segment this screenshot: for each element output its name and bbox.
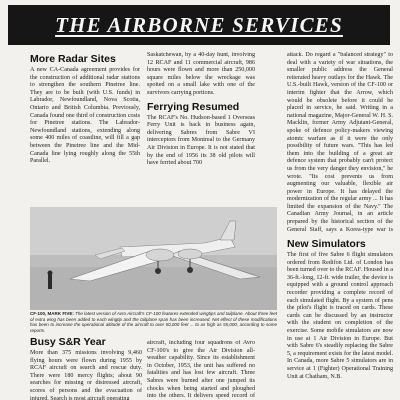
section-heading-sar: Busy S&R Year — [30, 336, 106, 348]
aircraft-illustration — [30, 207, 277, 310]
photo-caption-lead: CF-100, MARK FIVE: — [30, 311, 74, 316]
banner — [8, 5, 390, 45]
photo-caption — [30, 311, 277, 333]
section-body-simulators: The first of five Sabre 6 flight simulators ordered from Redifon Ltd. of London has been turned over to the RCAF. Housed in a 36-ft.-long, 12-ft. wide trailer, the device is equipped with a ground control approach recorder providing a complete record of each simulated flight. By a system of pens the pilot's flight is traced on cards. These cards can be discussed by an instructor with the student on completion of the exercise. Some mobile simulators are now in use at 1 Air Division in Europe. But with Sabre 6's steadily replacing the Sabre 5, a requirement exists for the latest model. In Canada, more Sabre 5 simulators are in service at 1 (Fighter) Operational Training Unit at Chatham, N.B. — [287, 252, 393, 380]
section-body-ferrying-continued: aircraft, including four squadrons of Avro CF-100's to give the Air Division all-weather capability. Since its establishment in October, 1953, the unit has suffered no fatalities and has lost few aircraft. Three Sabres were burned after one jumped its chocks when being started and ploughed into the others. It delivers speed record of — [147, 340, 255, 400]
photo-caption-body: The latest version of Avro Aircraft's CF-100 features extended wingtips and tailplane. About three feet of extra wing has been added to each wingtip and the tailplane span has been increased. Net effect of these modifications has been to increase the operational altitude of the aircraft to over 50,000 feet ... to as high as 55,000, according to some reports. — [30, 311, 277, 333]
column-3 — [287, 52, 393, 400]
aircraft-photo — [30, 207, 277, 310]
section-body-radar: A new CA-Canada agreement provides for the construction of additional radar stations to strengthen the southern Pinetree line. They are to be built (with U.S. funds) in Labrador, Newfoundland, Nova Scotia, Ontario and British Columbia. Previously, Canada found one third of construction costs for Pinetree stations. The Labrador-Newfoundland stations, extending along some 400 miles of coastline, will fill a gap between the Pinetree line and the Mid-Canada line lying roughly along the 55th Parallel. — [30, 67, 140, 165]
column-2-bottom — [147, 340, 255, 400]
section-heading-simulators: New Simulators — [287, 238, 366, 250]
banner-title: THE AIRBORNE SERVICES — [55, 12, 343, 37]
section-body-ferrying: The RCAF's No. Hudson-based 1 Overseas Ferry Unit is back in business again, delivering Sabres from Sabre VI interceptors from Montreal to the Germany Air Division in Europe. It is not stated that by the end of 1956 its 38 old pilots will have ferried about 700 — [147, 114, 255, 167]
column-2 — [147, 52, 255, 206]
section-heading-ferrying: Ferrying Resumed — [147, 100, 240, 113]
column-1 — [30, 53, 140, 205]
section-heading-radar: More Radar Sites — [30, 53, 116, 65]
column-1-bottom — [30, 336, 142, 400]
column-3-continued-text: attack. Do regard a "balanced strategy" to deal with a variety of war situations, the smaller public address the General reiterated heavy outlays for the Hawk. The U.S.-built Hawk, version of the CF-100 or interim fighter that the Arrow, which would be obsolete before it could be placed in service, he said. Writing in a national magazine, Major-General W. H. S. Macklin, former Army Adjutant-General, spoke of defence policy-makers viewing atomic warfare as if it were the only possibility of future wars. "This has led them into the building of a great air defence system that probably can't protect us from the very danger they envision," he wrote. "Its cost prevents us from augmenting our valuable, flexible air power in Europe. It has delayed the modernization of the regular army ... It has limited the expansion of the Navy." The Canadian Army Journal, in an article prepared by the historical section of the General Staff, says a Korea-type war is — [287, 52, 393, 233]
section-body-sar: More than 375 missions involving 9,460 flying hours were flown during 1955 by RCAF aircraft on search and rescue duty. There were 180 mercy flights; about 90 searches for missing or distressed aircraft, scores of persons and the evacuation of injured. Search is most aircraft operating — [30, 350, 142, 400]
column-2-continued-text: Saskatchewan, by a 40-day hunt, involving 12 RCAF and 11 commercial aircraft, 986 hours were flown and more than 250,000 square miles below the wreckage was spotted on a small lake with one of the survivors carrying portions. — [147, 52, 255, 96]
